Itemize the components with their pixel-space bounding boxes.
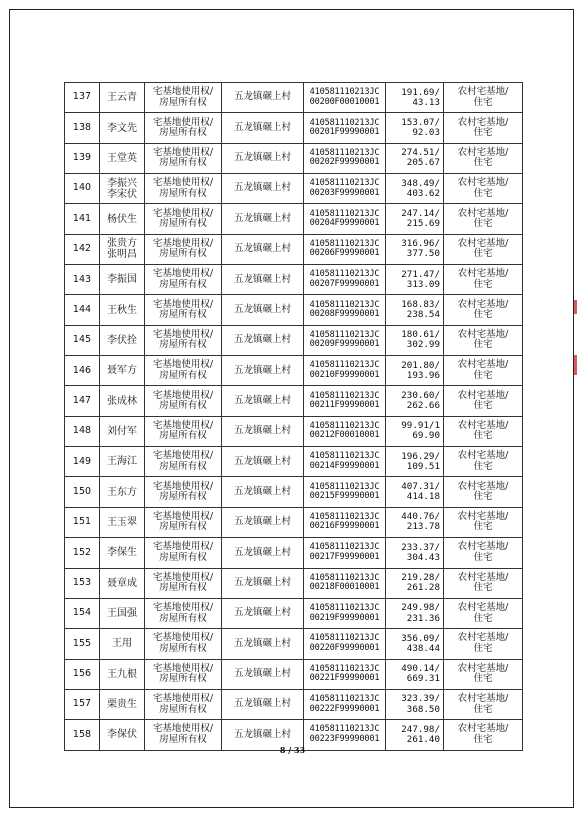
- area-cell: 247.14/ 215.69: [386, 204, 444, 234]
- land-use-cell: 农村宅基地/ 住宅: [444, 234, 523, 264]
- table-row: [65, 204, 523, 234]
- area-cell: 153.07/ 92.03: [386, 113, 444, 143]
- location-cell: 五龙镇碾上村: [222, 568, 304, 598]
- area-cell: 323.39/ 368.50: [386, 689, 444, 719]
- row-number-cell: 137: [65, 83, 100, 113]
- land-use-cell: 农村宅基地/ 住宅: [444, 507, 523, 537]
- parcel-code-cell: 410581110213JC 00215F99990001: [304, 477, 386, 507]
- row-number-cell: 148: [65, 416, 100, 446]
- right-type-cell: 宅基地使用权/ 房屋所有权: [145, 83, 222, 113]
- row-number-cell: 141: [65, 204, 100, 234]
- location-cell: 五龙镇碾上村: [222, 720, 304, 750]
- table-row: [65, 507, 523, 537]
- owner-name-cell: 李保伏: [100, 720, 145, 750]
- owner-name-cell: 张成林: [100, 386, 145, 416]
- table-row: [65, 568, 523, 598]
- area-cell: 233.37/ 304.43: [386, 538, 444, 568]
- parcel-code-cell: 410581110213JC 00210F99990001: [304, 356, 386, 386]
- table-row: [65, 416, 523, 446]
- area-cell: 249.98/ 231.36: [386, 598, 444, 628]
- owner-name-cell: 杨伏生: [100, 204, 145, 234]
- row-number-cell: 155: [65, 629, 100, 659]
- parcel-code-cell: 410581110213JC 00202F99990001: [304, 143, 386, 173]
- owner-name-cell: 王九根: [100, 659, 145, 689]
- area-cell: 196.29/ 109.51: [386, 447, 444, 477]
- location-cell: 五龙镇碾上村: [222, 204, 304, 234]
- land-use-cell: 农村宅基地/ 住宅: [444, 386, 523, 416]
- parcel-code-cell: 410581110213JC 00212F00010001: [304, 416, 386, 446]
- area-cell: 490.14/ 669.31: [386, 659, 444, 689]
- location-cell: 五龙镇碾上村: [222, 538, 304, 568]
- owner-name-cell: 李伏拴: [100, 325, 145, 355]
- row-number-cell: 140: [65, 174, 100, 204]
- table-row: [65, 174, 523, 204]
- right-type-cell: 宅基地使用权/ 房屋所有权: [145, 325, 222, 355]
- right-type-cell: 宅基地使用权/ 房屋所有权: [145, 720, 222, 750]
- right-type-cell: 宅基地使用权/ 房屋所有权: [145, 386, 222, 416]
- red-edge-mark: [574, 300, 577, 314]
- owner-name-cell: 王玉翠: [100, 507, 145, 537]
- land-use-cell: 农村宅基地/ 住宅: [444, 83, 523, 113]
- land-use-cell: 农村宅基地/ 住宅: [444, 265, 523, 295]
- location-cell: 五龙镇碾上村: [222, 265, 304, 295]
- table-row: [65, 598, 523, 628]
- location-cell: 五龙镇碾上村: [222, 174, 304, 204]
- land-use-cell: 农村宅基地/ 住宅: [444, 356, 523, 386]
- page-number: 8 / 33: [279, 745, 306, 755]
- land-use-cell: 农村宅基地/ 住宅: [444, 538, 523, 568]
- area-cell: 230.60/ 262.66: [386, 386, 444, 416]
- table-row: [65, 386, 523, 416]
- right-type-cell: 宅基地使用权/ 房屋所有权: [145, 295, 222, 325]
- parcel-code-cell: 410581110213JC 00214F99990001: [304, 447, 386, 477]
- land-use-cell: 农村宅基地/ 住宅: [444, 659, 523, 689]
- location-cell: 五龙镇碾上村: [222, 325, 304, 355]
- location-cell: 五龙镇碾上村: [222, 477, 304, 507]
- row-number-cell: 138: [65, 113, 100, 143]
- right-type-cell: 宅基地使用权/ 房屋所有权: [145, 356, 222, 386]
- parcel-code-cell: 410581110213JC 00211F99990001: [304, 386, 386, 416]
- owner-name-cell: 王堂英: [100, 143, 145, 173]
- location-cell: 五龙镇碾上村: [222, 386, 304, 416]
- area-cell: 201.80/ 193.96: [386, 356, 444, 386]
- land-use-cell: 农村宅基地/ 住宅: [444, 416, 523, 446]
- row-number-cell: 143: [65, 265, 100, 295]
- right-type-cell: 宅基地使用权/ 房屋所有权: [145, 689, 222, 719]
- right-type-cell: 宅基地使用权/ 房屋所有权: [145, 265, 222, 295]
- right-type-cell: 宅基地使用权/ 房屋所有权: [145, 204, 222, 234]
- owner-name-cell: 张贵方 张明昌: [100, 234, 145, 264]
- area-cell: 348.49/ 403.62: [386, 174, 444, 204]
- owner-name-cell: 栗贵生: [100, 689, 145, 719]
- right-type-cell: 宅基地使用权/ 房屋所有权: [145, 629, 222, 659]
- registry-table-body: [65, 83, 523, 751]
- location-cell: 五龙镇碾上村: [222, 416, 304, 446]
- area-cell: 219.28/ 261.28: [386, 568, 444, 598]
- row-number-cell: 144: [65, 295, 100, 325]
- table-row: [65, 629, 523, 659]
- row-number-cell: 146: [65, 356, 100, 386]
- parcel-code-cell: 410581110213JC 00218F00010001: [304, 568, 386, 598]
- right-type-cell: 宅基地使用权/ 房屋所有权: [145, 234, 222, 264]
- parcel-code-cell: 410581110213JC 00207F99990001: [304, 265, 386, 295]
- land-use-cell: 农村宅基地/ 住宅: [444, 720, 523, 750]
- area-cell: 356.09/ 438.44: [386, 629, 444, 659]
- owner-name-cell: 李振兴 李宋伏: [100, 174, 145, 204]
- row-number-cell: 153: [65, 568, 100, 598]
- right-type-cell: 宅基地使用权/ 房屋所有权: [145, 143, 222, 173]
- area-cell: 191.69/ 43.13: [386, 83, 444, 113]
- table-row: [65, 689, 523, 719]
- row-number-cell: 139: [65, 143, 100, 173]
- owner-name-cell: 王秋生: [100, 295, 145, 325]
- land-use-cell: 农村宅基地/ 住宅: [444, 568, 523, 598]
- land-use-cell: 农村宅基地/ 住宅: [444, 689, 523, 719]
- land-use-cell: 农村宅基地/ 住宅: [444, 143, 523, 173]
- row-number-cell: 158: [65, 720, 100, 750]
- location-cell: 五龙镇碾上村: [222, 598, 304, 628]
- land-use-cell: 农村宅基地/ 住宅: [444, 325, 523, 355]
- right-type-cell: 宅基地使用权/ 房屋所有权: [145, 598, 222, 628]
- parcel-code-cell: 410581110213JC 00209F99990001: [304, 325, 386, 355]
- location-cell: 五龙镇碾上村: [222, 629, 304, 659]
- parcel-code-cell: 410581110213JC 00222F99990001: [304, 689, 386, 719]
- table-row: [65, 295, 523, 325]
- location-cell: 五龙镇碾上村: [222, 507, 304, 537]
- right-type-cell: 宅基地使用权/ 房屋所有权: [145, 416, 222, 446]
- owner-name-cell: 聂军方: [100, 356, 145, 386]
- table-row: [65, 538, 523, 568]
- owner-name-cell: 王云青: [100, 83, 145, 113]
- parcel-code-cell: 410581110213JC 00203F99990001: [304, 174, 386, 204]
- parcel-code-cell: 410581110213JC 00208F99990001: [304, 295, 386, 325]
- area-cell: 271.47/ 313.09: [386, 265, 444, 295]
- parcel-code-cell: 410581110213JC 00223F99990001: [304, 720, 386, 750]
- table-row: [65, 234, 523, 264]
- right-type-cell: 宅基地使用权/ 房屋所有权: [145, 659, 222, 689]
- area-cell: 247.98/ 261.40: [386, 720, 444, 750]
- right-type-cell: 宅基地使用权/ 房屋所有权: [145, 447, 222, 477]
- land-use-cell: 农村宅基地/ 住宅: [444, 174, 523, 204]
- table-row: [65, 356, 523, 386]
- location-cell: 五龙镇碾上村: [222, 143, 304, 173]
- location-cell: 五龙镇碾上村: [222, 356, 304, 386]
- row-number-cell: 150: [65, 477, 100, 507]
- row-number-cell: 145: [65, 325, 100, 355]
- area-cell: 99.91/1 69.90: [386, 416, 444, 446]
- table-row: [65, 477, 523, 507]
- owner-name-cell: 王用: [100, 629, 145, 659]
- parcel-code-cell: 410581110213JC 00206F99990001: [304, 234, 386, 264]
- row-number-cell: 152: [65, 538, 100, 568]
- owner-name-cell: 刘付军: [100, 416, 145, 446]
- area-cell: 316.96/ 377.50: [386, 234, 444, 264]
- parcel-code-cell: 410581110213JC 00221F99990001: [304, 659, 386, 689]
- location-cell: 五龙镇碾上村: [222, 83, 304, 113]
- row-number-cell: 156: [65, 659, 100, 689]
- land-use-cell: 农村宅基地/ 住宅: [444, 477, 523, 507]
- parcel-code-cell: 410581110213JC 00220F99990001: [304, 629, 386, 659]
- location-cell: 五龙镇碾上村: [222, 234, 304, 264]
- right-type-cell: 宅基地使用权/ 房屋所有权: [145, 174, 222, 204]
- table-row: [65, 325, 523, 355]
- row-number-cell: 149: [65, 447, 100, 477]
- right-type-cell: 宅基地使用权/ 房屋所有权: [145, 538, 222, 568]
- right-type-cell: 宅基地使用权/ 房屋所有权: [145, 477, 222, 507]
- owner-name-cell: 王东方: [100, 477, 145, 507]
- row-number-cell: 151: [65, 507, 100, 537]
- area-cell: 168.83/ 238.54: [386, 295, 444, 325]
- location-cell: 五龙镇碾上村: [222, 447, 304, 477]
- area-cell: 440.76/ 213.78: [386, 507, 444, 537]
- location-cell: 五龙镇碾上村: [222, 113, 304, 143]
- parcel-code-cell: 410581110213JC 00200F00010001: [304, 83, 386, 113]
- owner-name-cell: 聂章成: [100, 568, 145, 598]
- right-type-cell: 宅基地使用权/ 房屋所有权: [145, 568, 222, 598]
- table-row: [65, 265, 523, 295]
- row-number-cell: 157: [65, 689, 100, 719]
- land-use-cell: 农村宅基地/ 住宅: [444, 204, 523, 234]
- parcel-code-cell: 410581110213JC 00216F99990001: [304, 507, 386, 537]
- right-type-cell: 宅基地使用权/ 房屋所有权: [145, 507, 222, 537]
- table-row: [65, 659, 523, 689]
- parcel-code-cell: 410581110213JC 00217F99990001: [304, 538, 386, 568]
- area-cell: 407.31/ 414.18: [386, 477, 444, 507]
- owner-name-cell: 李振国: [100, 265, 145, 295]
- owner-name-cell: 王国强: [100, 598, 145, 628]
- location-cell: 五龙镇碾上村: [222, 689, 304, 719]
- property-registry-table: [64, 82, 523, 751]
- row-number-cell: 154: [65, 598, 100, 628]
- row-number-cell: 147: [65, 386, 100, 416]
- parcel-code-cell: 410581110213JC 00204F99990001: [304, 204, 386, 234]
- area-cell: 180.61/ 302.99: [386, 325, 444, 355]
- location-cell: 五龙镇碾上村: [222, 659, 304, 689]
- owner-name-cell: 李文先: [100, 113, 145, 143]
- parcel-code-cell: 410581110213JC 00201F99990001: [304, 113, 386, 143]
- row-number-cell: 142: [65, 234, 100, 264]
- land-use-cell: 农村宅基地/ 住宅: [444, 598, 523, 628]
- parcel-code-cell: 410581110213JC 00219F99990001: [304, 598, 386, 628]
- table-row: [65, 447, 523, 477]
- location-cell: 五龙镇碾上村: [222, 295, 304, 325]
- table-row: [65, 83, 523, 113]
- right-type-cell: 宅基地使用权/ 房屋所有权: [145, 113, 222, 143]
- table-row: [65, 113, 523, 143]
- area-cell: 274.51/ 205.67: [386, 143, 444, 173]
- owner-name-cell: 李保生: [100, 538, 145, 568]
- owner-name-cell: 王海江: [100, 447, 145, 477]
- land-use-cell: 农村宅基地/ 住宅: [444, 113, 523, 143]
- land-use-cell: 农村宅基地/ 住宅: [444, 447, 523, 477]
- table-row: [65, 143, 523, 173]
- land-use-cell: 农村宅基地/ 住宅: [444, 295, 523, 325]
- red-edge-mark: [574, 355, 577, 375]
- land-use-cell: 农村宅基地/ 住宅: [444, 629, 523, 659]
